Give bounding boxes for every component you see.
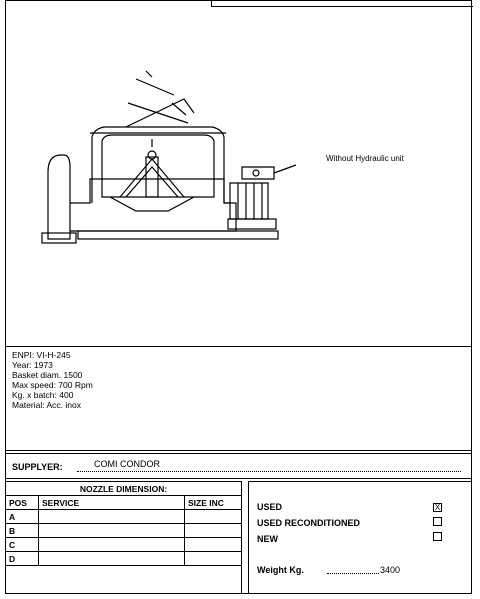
table-row (6, 524, 241, 538)
weight-label: Weight Kg. (257, 565, 304, 575)
centrifuge-drawing-icon (6, 7, 471, 345)
service-cell (39, 524, 185, 538)
supplier-value: COMI CONDOR (94, 459, 160, 469)
pos-cell: B (6, 524, 39, 538)
supplier-dotted-line (77, 471, 461, 472)
service-cell (39, 538, 185, 552)
spec-line: ENPI: VI-H-245 (12, 350, 71, 360)
spec-line: Kg. x batch: 400 (12, 390, 74, 400)
used-checkbox[interactable]: X (434, 503, 441, 512)
drawing-caption: Without Hydraulic unit (326, 154, 404, 163)
col-header-pos: POS (6, 496, 39, 510)
condition-block (248, 481, 471, 594)
size-cell (185, 510, 242, 524)
nozzle-dimension-table (6, 481, 242, 594)
spec-line: Basket diam. 1500 (12, 370, 83, 380)
size-cell (185, 538, 242, 552)
spec-line: Year: 1973 (12, 360, 53, 370)
pos-cell: D (6, 552, 39, 566)
reconditioned-checkbox[interactable] (433, 517, 442, 526)
size-cell (185, 552, 242, 566)
supplier-label: SUPPLYER: (12, 462, 63, 472)
machine-drawing (6, 7, 471, 345)
specifications-block (6, 346, 471, 451)
table-row (6, 538, 241, 552)
datasheet-frame (5, 0, 472, 594)
spec-line: Material: Acc. inox (12, 400, 81, 410)
supplier-row (6, 453, 471, 479)
spec-line: Max speed: 700 Rpm (12, 380, 93, 390)
service-cell (39, 510, 185, 524)
option-used-label: USED (257, 502, 283, 512)
size-cell (185, 524, 242, 538)
pos-cell: A (6, 510, 39, 524)
weight-dotted-line (327, 573, 379, 574)
pos-cell: C (6, 538, 39, 552)
col-header-size: SIZE INC (185, 496, 242, 510)
new-checkbox[interactable] (433, 532, 442, 541)
weight-value: 3400 (380, 565, 401, 575)
service-cell (39, 552, 185, 566)
nozzle-title: NOZZLE DIMENSION: (6, 482, 241, 496)
table-row (6, 510, 241, 524)
option-reconditioned-label: USED RECONDITIONED (257, 518, 361, 528)
table-row (6, 552, 241, 566)
col-header-service: SERVICE (39, 496, 185, 510)
option-new-label: NEW (257, 534, 278, 544)
